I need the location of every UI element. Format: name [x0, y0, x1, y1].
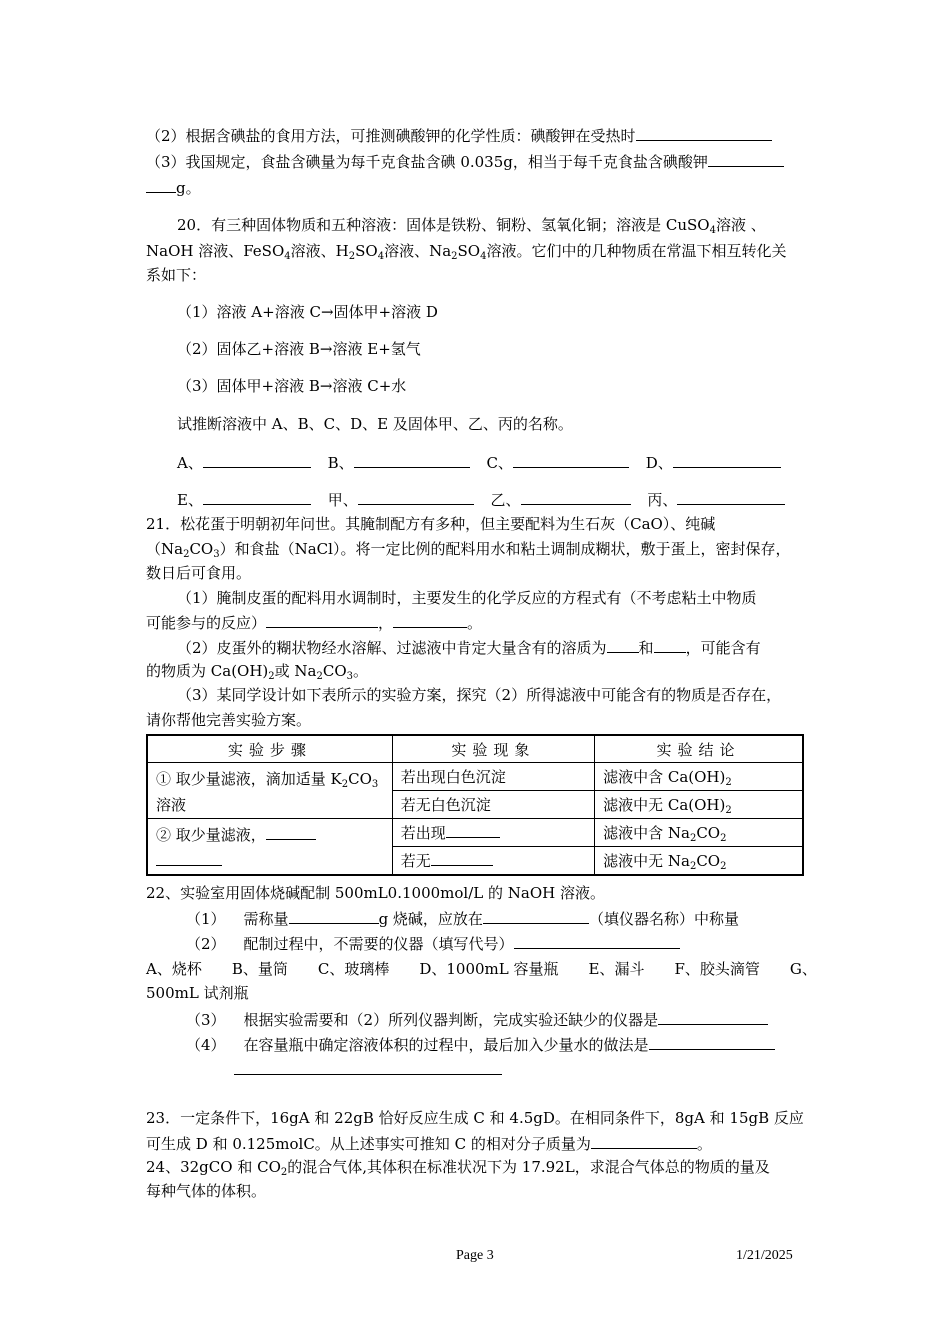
q20-question: 试推断溶液中 A、B、C、D、E 及固体甲、乙、丙的名称。: [177, 415, 573, 433]
table-row: [147, 819, 803, 847]
answer-blank[interactable]: [289, 907, 379, 924]
q22-part4: （4） 在容量瓶中确定溶液体积的过程中，最后加入少量水的做法是: [186, 1033, 775, 1056]
q19-part3: （3）我国规定，食盐含碘量为每千克食盐含碘 0.035g，相当于每千克食盐含碘酸钾: [146, 150, 784, 173]
observation-cell: 若出现: [392, 819, 594, 847]
q22-part1: （1） 需称量 g 烧碱，应放在 （填仪器名称）中称量: [186, 907, 739, 930]
conclusion-cell: 滤液中无 $Na_2CO_2$: [595, 846, 803, 875]
answer-blank[interactable]: [266, 823, 316, 840]
q22-options: A、烧杯 B、量筒 C、玻璃棒 D、1000mL 容量瓶 E、漏斗 F、胶头滴管 G、: [146, 960, 817, 978]
answer-blank[interactable]: [607, 636, 639, 653]
answer-blank[interactable]: [658, 1008, 768, 1025]
answer-blank[interactable]: [513, 451, 629, 468]
step-1-cell: ① 取少量滤液，滴加适量 $K_2CO_3$ 溶液: [147, 763, 392, 819]
q21-part3: （3）某同学设计如下表所示的实验方案，探究（2）所得滤液中可能含有的物质是否存在，: [177, 686, 782, 704]
answer-blank[interactable]: [203, 488, 311, 505]
page-number: Page 3: [456, 1248, 494, 1263]
q21-part1-cont: 可能参与的反应） ， 。: [146, 611, 482, 634]
conclusion-cell: 滤液中含 $Ca(OH)_2$: [595, 763, 803, 791]
answer-blank[interactable]: [483, 907, 589, 924]
q22-part4-cont: [234, 1058, 502, 1081]
observation-cell: 若无白色沉淀: [392, 791, 594, 819]
answer-blank[interactable]: [354, 451, 470, 468]
q20-reaction-1: （1）溶液 A+溶液 C→固体甲+溶液 D: [177, 303, 438, 321]
q19-part3-cont: g。: [146, 176, 201, 199]
q23-line-1: 23．一定条件下，16gA 和 22gB 恰好反应生成 C 和 4.5gD。在相同条件下，8gA 和 15gB 反应: [146, 1109, 804, 1127]
header-observation: 实验现象: [392, 735, 594, 763]
answer-blank[interactable]: [393, 611, 467, 628]
answer-blank[interactable]: [266, 611, 378, 628]
footer-date: 1/21/2025: [736, 1248, 793, 1263]
answer-blank[interactable]: [514, 932, 680, 949]
step-2-cell: ② 取少量滤液，: [147, 819, 392, 876]
header-step: 实验步骤: [147, 735, 392, 763]
answer-blank[interactable]: [708, 150, 784, 167]
answer-blank[interactable]: [156, 849, 222, 866]
q24-line-1: 24、32gCO 和 $CO_2$的混合气体,其体积在标准状况下为 17.92L，求混合气体总的物质的量及: [146, 1158, 770, 1178]
answer-blank[interactable]: [636, 124, 772, 141]
experiment-table: [146, 734, 804, 876]
header-conclusion: 实验结论: [595, 735, 803, 763]
answer-blank[interactable]: [358, 488, 474, 505]
q21-part2-cont: 的物质为 $Ca(OH)_2$或 $Na_2CO_3$。: [146, 662, 369, 682]
q21-part3-cont: 请你帮他完善实验方案。: [146, 711, 312, 729]
q20-intro: 20．有三种固体物质和五种溶液：固体是铁粉、铜粉、氢氧化铜；溶液是 CuSO$_4$溶液 、: [177, 216, 766, 236]
answer-blank[interactable]: [521, 488, 631, 505]
q20-answers-row-1: A、 B、 C、 D、: [177, 451, 781, 474]
conclusion-cell: 滤液中含 $Na_2CO_2$: [595, 819, 803, 847]
q20-intro-2: NaOH 溶液、FeSO$_4$溶液、$H_2SO_4$溶液、$Na_2SO_4$溶液。它们中的几种物质在常温下相互转化关: [146, 242, 787, 262]
observation-cell: 若无: [392, 846, 594, 875]
q22-part2: （2） 配制过程中，不需要的仪器（填写代号）: [186, 932, 680, 955]
answer-blank[interactable]: [203, 451, 311, 468]
q20-reaction-3: （3）固体甲+溶液 B→溶液 C+水: [177, 377, 407, 395]
q20-intro-3: 系如下：: [146, 266, 207, 284]
answer-blank[interactable]: [649, 1033, 775, 1050]
q21-intro: 21．松花蛋于明朝初年问世。其腌制配方有多种，但主要配料为生石灰（CaO）、纯碱: [146, 515, 716, 533]
answer-blank[interactable]: [446, 821, 500, 838]
table-row: [147, 763, 803, 791]
conclusion-cell: 滤液中无 $Ca(OH)_2$: [595, 791, 803, 819]
q21-intro-2: $(Na_2CO_3)$和食盐（NaCl）。将一定比例的配料用水和粘土调制成糊状，敷于蛋上，密封保存，: [146, 540, 791, 560]
q22-part3: （3） 根据实验需要和（2）所列仪器判断，完成实验还缺少的仪器是: [186, 1008, 768, 1031]
q20-reaction-2: （2）固体乙+溶液 B→溶液 E+氢气: [177, 340, 421, 358]
answer-blank[interactable]: [146, 176, 176, 193]
answer-blank[interactable]: [234, 1058, 502, 1075]
answer-blank[interactable]: [431, 849, 493, 866]
q22-title: 22、实验室用固体烧碱配制 500mL0.1000mol/L 的 NaOH 溶液。: [146, 884, 605, 902]
answer-blank[interactable]: [591, 1132, 697, 1149]
q20-answers-row-2: E、 甲、 乙、 丙、: [177, 488, 785, 511]
observation-cell: 若出现白色沉淀: [392, 763, 594, 791]
q23-line-2: 可生成 D 和 0.125molC。从上述事实可推知 C 的相对分子质量为 。: [146, 1132, 712, 1155]
answer-blank[interactable]: [677, 488, 785, 505]
q24-line-2: 每种气体的体积。: [146, 1182, 267, 1200]
table-header-row: [147, 735, 803, 763]
q19-part2: （2）根据含碘盐的食用方法，可推测碘酸钾的化学性质：碘酸钾在受热时: [146, 124, 772, 147]
q22-options-cont: 500mL 试剂瓶: [146, 984, 249, 1002]
q21-intro-3: 数日后可食用。: [146, 564, 252, 582]
answer-blank[interactable]: [673, 451, 781, 468]
q21-part1: （1）腌制皮蛋的配料用水调制时，主要发生的化学反应的方程式有（不考虑粘土中物质: [177, 589, 757, 607]
q21-part2: （2）皮蛋外的糊状物经水溶解、过滤液中肯定大量含有的溶质为 和 ，可能含有: [177, 636, 761, 659]
answer-blank[interactable]: [654, 636, 686, 653]
